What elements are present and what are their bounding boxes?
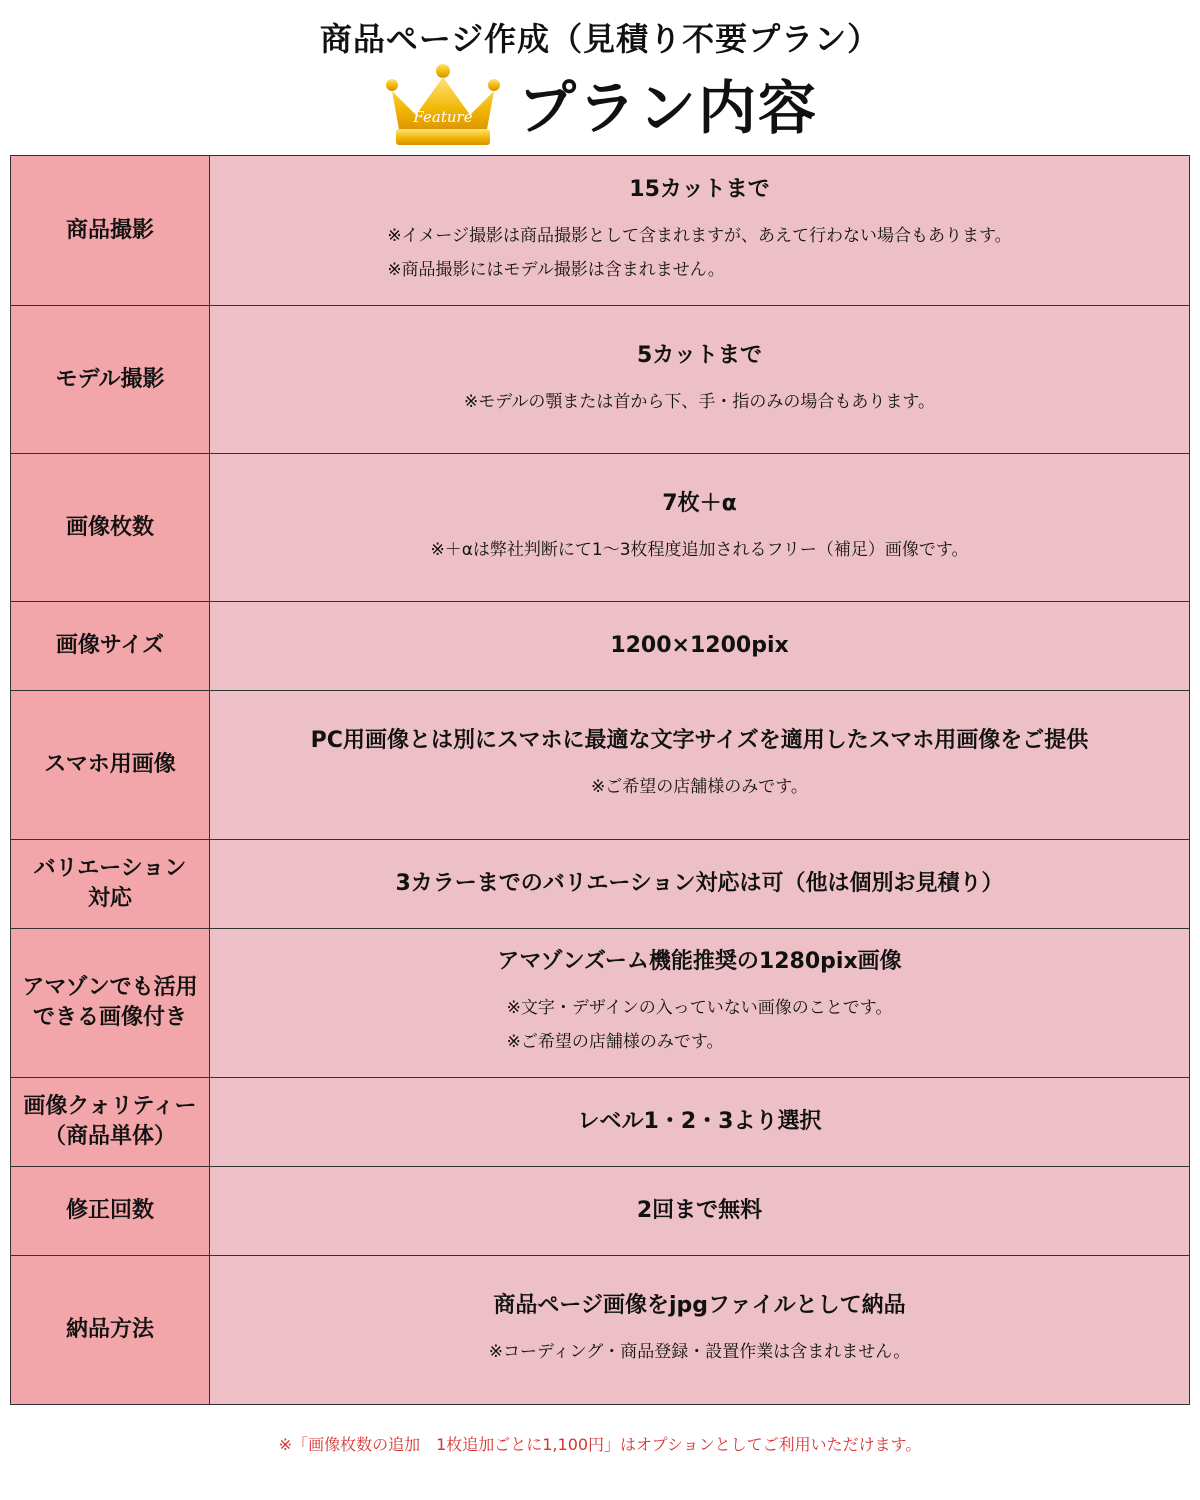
row-label [11, 929, 210, 1078]
row-note: ※モデルの顎または首から下、手・指のみの場合もあります。 [463, 391, 936, 412]
row-label-line: アマゾンでも活用 [22, 975, 198, 1000]
row-label [11, 602, 210, 691]
badge-text: Feature [413, 108, 473, 126]
row-label [11, 840, 210, 929]
row-label [11, 156, 210, 306]
row-label [11, 1078, 210, 1167]
row-notes [507, 991, 893, 1059]
row-value-cell [210, 602, 1190, 691]
row-label-line: できる画像付き [32, 1005, 187, 1030]
row-note: ※＋αは弊社判断にて1～3枚程度追加されるフリー（補足）画像です。 [430, 539, 969, 560]
page-header [0, 0, 1200, 155]
row-value: 3カラーまでのバリエーション対応は可（他は個別お見積り） [395, 871, 1004, 896]
row-label-line: スマホ用画像 [44, 752, 176, 777]
table-row [11, 1078, 1190, 1167]
footer-note: ※「画像枚数の追加 1枚追加ごとに1,100円」はオプションとしてご利用いただけます。 [278, 1435, 922, 1454]
row-value-cell [210, 1256, 1190, 1405]
row-value-cell [210, 691, 1190, 840]
row-label-line: 画像サイズ [55, 633, 165, 658]
row-label-line: 対応 [87, 886, 132, 911]
crown-icon [382, 63, 504, 147]
row-label-line: 画像クォリティー [23, 1094, 197, 1119]
table-row [11, 602, 1190, 691]
row-value: PC用画像とは別にスマホに最適な文字サイズを適用したスマホ用画像をご提供 [310, 728, 1089, 753]
row-value-cell [210, 929, 1190, 1078]
row-notes [430, 533, 968, 567]
table-row [11, 691, 1190, 840]
row-value: 15カットまで [629, 176, 770, 202]
table-row [11, 454, 1190, 602]
row-label [11, 454, 210, 602]
row-note: ※商品撮影にはモデル撮影は含まれません。 [387, 259, 725, 280]
row-note: ※コーディング・商品登録・設置作業は含まれません。 [488, 1342, 911, 1362]
row-notes [591, 770, 808, 804]
row-value: アマゾンズーム機能推奨の1280pix画像 [497, 949, 902, 974]
row-value: 1200×1200pix [610, 633, 789, 658]
row-label-line: 画像枚数 [65, 514, 154, 540]
row-label-line: バリエーション [33, 856, 187, 881]
row-value: 2回まで無料 [636, 1198, 763, 1223]
row-value: 商品ページ画像をjpgファイルとして納品 [493, 1293, 906, 1318]
table-row [11, 840, 1190, 929]
row-note: ※イメージ撮影は商品撮影として含まれますが、あえて行わない場合もあります。 [387, 225, 1012, 246]
page-subtitle: 商品ページ作成（見積り不要プラン） [319, 20, 881, 58]
row-label-line: モデル撮影 [55, 366, 165, 392]
row-label-line: 商品撮影 [65, 217, 154, 243]
page-title: プラン内容 [517, 74, 818, 142]
heading-row [0, 60, 1200, 150]
table-row [11, 156, 1190, 306]
row-note: ※ご希望の店舗様のみです。 [591, 777, 808, 797]
row-label-line: 納品方法 [65, 1317, 154, 1342]
table-row [11, 929, 1190, 1078]
row-value: 7枚＋α [662, 490, 737, 516]
row-notes [464, 385, 935, 419]
row-notes [489, 1335, 911, 1369]
row-value-cell [210, 1078, 1190, 1167]
row-value-cell [210, 840, 1190, 929]
row-label [11, 1256, 210, 1405]
row-label [11, 306, 210, 454]
row-value-cell [210, 1167, 1190, 1256]
row-label-line: （商品単体） [43, 1124, 176, 1149]
row-label [11, 691, 210, 840]
table-row [11, 1256, 1190, 1405]
row-value-cell [210, 156, 1190, 306]
row-value-cell [210, 306, 1190, 454]
table-row [11, 1167, 1190, 1256]
row-value-cell [210, 454, 1190, 602]
plan-table [10, 155, 1190, 1405]
row-label [11, 1167, 210, 1256]
row-value: 5カットまで [636, 342, 763, 368]
row-label-line: 修正回数 [65, 1198, 154, 1223]
row-notes [387, 219, 1011, 287]
table-row [11, 306, 1190, 454]
row-value: レベル1・2・3より選択 [577, 1109, 822, 1134]
row-note: ※文字・デザインの入っていない画像のことです。 [506, 998, 893, 1018]
row-note: ※ご希望の店舗様のみです。 [506, 1032, 724, 1052]
